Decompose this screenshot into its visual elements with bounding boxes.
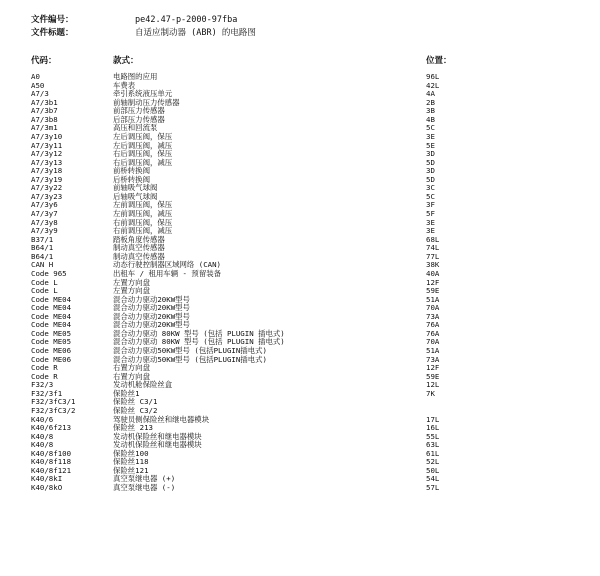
row-position: 12L: [426, 380, 440, 390]
row-position: 51A: [426, 346, 440, 355]
table-row: [0, 330, 600, 339]
table-row: [0, 73, 600, 82]
row-code: A7/3y19: [31, 174, 63, 184]
row-name: 混合动力驱动20KW型号: [113, 294, 190, 304]
row-position: 73A: [426, 354, 440, 364]
row-position: 3D: [426, 149, 435, 159]
row-name: 混合动力驱动20KW型号: [113, 311, 190, 321]
header-code: 代码：: [31, 56, 57, 66]
table-row: [0, 219, 600, 228]
row-position: 52L: [426, 457, 440, 467]
row-code: K40/6f213: [31, 423, 72, 433]
row-position: 3D: [426, 166, 435, 176]
row-code: A7/3y13: [31, 157, 63, 167]
row-code: Code L: [31, 286, 58, 296]
row-name: 右后调压阀，保压: [113, 149, 173, 159]
row-position: 74L: [426, 243, 440, 253]
row-code: K40/8f118: [31, 457, 72, 467]
row-position: 3C: [426, 183, 435, 193]
row-name: 高压和回流泵: [113, 123, 158, 133]
row-position: 5F: [426, 209, 435, 218]
row-position: 3E: [426, 217, 435, 227]
row-name: 前部压力传感器: [113, 106, 165, 116]
table-row: [0, 159, 600, 168]
table-row: [0, 458, 600, 467]
table-row: [0, 236, 600, 245]
row-code: A7/3y18: [31, 166, 63, 176]
row-code: F32/3: [31, 380, 54, 390]
row-code: K40/8: [31, 431, 54, 441]
row-code: K40/6: [31, 414, 54, 424]
row-code: K40/8f100: [31, 448, 72, 458]
table-row: [0, 124, 600, 133]
table-row: [0, 296, 600, 305]
row-name: 右置方向盘: [113, 363, 150, 373]
table-row: [0, 167, 600, 176]
table-row: [0, 227, 600, 236]
row-position: 59E: [426, 371, 440, 381]
row-code: A7/3y7: [31, 209, 58, 218]
table-row: [0, 116, 600, 125]
row-code: F32/3f1: [31, 388, 63, 398]
table-header: [0, 54, 600, 66]
row-position: 3E: [426, 226, 435, 236]
row-name: 混合动力驱动20KW型号: [113, 303, 190, 313]
row-position: 12F: [426, 277, 440, 287]
row-name: 保险丝 C3/2: [113, 405, 158, 415]
table-row: [0, 253, 600, 262]
row-position: 2B: [426, 97, 435, 107]
row-name: 保险丝118: [113, 457, 149, 467]
row-code: Code R: [31, 363, 58, 373]
table-row: [0, 176, 600, 185]
row-name: 发动机舱保险丝盒: [113, 380, 173, 390]
row-position: 5D: [426, 157, 435, 167]
table-row: [0, 373, 600, 382]
row-position: 77L: [426, 251, 440, 261]
row-name: 混合动力驱动 80KW 型号 (包括 PLUGIN 插电式): [113, 337, 285, 347]
table-row: [0, 338, 600, 347]
row-name: 混合动力驱动 80KW 型号 (包括 PLUGIN 插电式): [113, 328, 285, 338]
row-code: A7/3y23: [31, 191, 63, 201]
table-row: [0, 99, 600, 108]
row-name: 混合动力驱动50KW型号 (包括PLUGIN插电式): [113, 346, 267, 355]
row-name: 真空泵继电器 (+): [113, 474, 176, 484]
row-code: K40/8: [31, 440, 54, 450]
row-name: 前桥转换阀: [113, 166, 150, 176]
header-name: 款式：: [113, 56, 139, 66]
row-name: 牵引系统液压单元: [113, 89, 173, 99]
table-row: [0, 450, 600, 459]
table-row: [0, 287, 600, 296]
row-name: 电路图的应用: [113, 72, 158, 81]
row-position: 57L: [426, 483, 440, 492]
row-code: Code L: [31, 277, 58, 287]
table-row: [0, 356, 600, 365]
row-position: 61L: [426, 448, 440, 458]
row-code: Code ME05: [31, 328, 72, 338]
row-name: 真空泵继电器 (-): [113, 483, 176, 492]
document-title-value: 自适应制动器 (ABR) 的电路图: [135, 28, 256, 38]
table-row: [0, 82, 600, 91]
row-position: 16L: [426, 423, 440, 433]
row-position: 3F: [426, 200, 435, 210]
table-row: [0, 424, 600, 433]
document-number-value: pe42.47-p-2000-97fba: [135, 15, 238, 25]
row-code: A7/3b1: [31, 97, 58, 107]
document-number-label: 文件编号：: [31, 15, 74, 25]
table-row: [0, 467, 600, 476]
row-position: 5C: [426, 191, 435, 201]
table-row: [0, 279, 600, 288]
row-name: 前轴制动压力传感器: [113, 97, 180, 107]
row-code: A7/3y6: [31, 200, 58, 210]
row-code: B64/1: [31, 243, 54, 253]
row-code: A7/3m1: [31, 123, 58, 133]
table-row: [0, 142, 600, 151]
row-code: K40/8f121: [31, 465, 72, 475]
row-name: 踏板角度传感器: [113, 234, 165, 244]
row-position: 68L: [426, 234, 440, 244]
row-code: A0: [31, 72, 40, 81]
row-code: A7/3b7: [31, 106, 58, 116]
row-position: 76A: [426, 328, 440, 338]
row-name: 保险丝 213: [113, 423, 153, 433]
table-row: [0, 184, 600, 193]
row-position: 63L: [426, 440, 440, 450]
document-title-label: 文件标题：: [31, 28, 74, 38]
table-row: [0, 364, 600, 373]
table-row: [0, 150, 600, 159]
table-row: [0, 193, 600, 202]
row-position: 73A: [426, 311, 440, 321]
row-position: 5E: [426, 140, 435, 150]
row-code: B64/1: [31, 251, 54, 261]
row-code: A7/3y8: [31, 217, 58, 227]
row-name: 发动机保险丝和继电器模块: [113, 431, 202, 441]
table-row: [0, 484, 600, 493]
row-position: 12F: [426, 363, 440, 373]
row-position: 55L: [426, 431, 440, 441]
row-position: 5D: [426, 174, 435, 184]
table-row: [0, 475, 600, 484]
row-name: 右前调压阀，减压: [113, 226, 173, 236]
row-position: 38K: [426, 260, 440, 270]
row-name: 保险丝1: [113, 388, 140, 398]
table-row: [0, 133, 600, 142]
table-row: [0, 270, 600, 279]
row-position: 7K: [426, 388, 435, 398]
row-position: 76A: [426, 320, 440, 330]
row-position: 42L: [426, 80, 440, 90]
row-position: 5C: [426, 123, 435, 133]
row-position: 70A: [426, 337, 440, 347]
header-position: 位置：: [426, 56, 452, 66]
row-code: Code ME04: [31, 320, 72, 330]
table-row: [0, 441, 600, 450]
row-position: 4B: [426, 114, 435, 124]
row-name: 左后调压阀，减压: [113, 140, 173, 150]
row-code: Code ME06: [31, 354, 72, 364]
row-name: 左置方向盘: [113, 277, 150, 287]
row-code: CAN H: [31, 260, 54, 270]
table-row: [0, 347, 600, 356]
row-name: 发动机保险丝和继电器模块: [113, 440, 202, 450]
row-code: K40/8kO: [31, 483, 63, 492]
row-name: 右后调压阀，减压: [113, 157, 173, 167]
table-row: [0, 390, 600, 399]
row-name: 保险丝121: [113, 465, 149, 475]
row-code: A7/3y9: [31, 226, 58, 236]
row-code: Code ME05: [31, 337, 72, 347]
row-code: A50: [31, 80, 45, 90]
row-name: 左后调压阀，保压: [113, 131, 173, 141]
table-row: [0, 304, 600, 313]
row-position: 59E: [426, 286, 440, 296]
row-position: 3E: [426, 131, 435, 141]
row-code: Code R: [31, 371, 58, 381]
row-name: 左前调压阀，减压: [113, 209, 173, 218]
row-name: 车费表: [113, 80, 136, 90]
row-code: A7/3: [31, 89, 49, 99]
row-name: 后部压力传感器: [113, 114, 165, 124]
table-row: [0, 313, 600, 322]
row-name: 左置方向盘: [113, 286, 150, 296]
table-row: [0, 90, 600, 99]
row-code: K40/8kI: [31, 474, 63, 484]
row-name: 左前调压阀，保压: [113, 200, 173, 210]
row-code: A7/3y11: [31, 140, 63, 150]
row-name: 前轴吸气球阀: [113, 183, 158, 193]
row-name: 后轴吸气球阀: [113, 191, 158, 201]
row-code: B37/1: [31, 234, 54, 244]
row-name: 保险丝100: [113, 448, 149, 458]
row-position: 4A: [426, 89, 435, 99]
row-position: 51A: [426, 294, 440, 304]
table-row: [0, 381, 600, 390]
table-row: [0, 416, 600, 425]
row-name: 右前调压阀，保压: [113, 217, 173, 227]
table-row: [0, 261, 600, 270]
row-name: 混合动力驱动20KW型号: [113, 320, 190, 330]
row-name: 出租车 / 租用车辆 - 预留装备: [113, 268, 221, 278]
row-code: Code ME06: [31, 346, 72, 355]
row-position: 54L: [426, 474, 440, 484]
row-code: F32/3fC3/2: [31, 405, 76, 415]
row-code: Code 965: [31, 268, 67, 278]
table-row: [0, 407, 600, 416]
row-name: 驾驶员侧保险丝和继电器模块: [113, 414, 210, 424]
row-name: 混合动力驱动50KW型号 (包括PLUGIN插电式): [113, 354, 267, 364]
row-position: 3B: [426, 106, 435, 116]
row-position: 17L: [426, 414, 440, 424]
row-name: 动态行驶控制器区域网络 (CAN): [113, 260, 221, 270]
row-position: 70A: [426, 303, 440, 313]
table-row: [0, 433, 600, 442]
row-name: 制动真空传感器: [113, 251, 165, 261]
row-position: 40A: [426, 268, 440, 278]
table-row: [0, 210, 600, 219]
row-code: Code ME04: [31, 303, 72, 313]
row-code: A7/3b8: [31, 114, 58, 124]
table-row: [0, 244, 600, 253]
row-code: Code ME04: [31, 294, 72, 304]
row-code: Code ME04: [31, 311, 72, 321]
row-position: 50L: [426, 465, 440, 475]
table-row: [0, 321, 600, 330]
table-row: [0, 201, 600, 210]
row-name: 右置方向盘: [113, 371, 150, 381]
row-position: 96L: [426, 72, 440, 81]
table-row: [0, 398, 600, 407]
row-name: 制动真空传感器: [113, 243, 165, 253]
row-code: A7/3y10: [31, 131, 63, 141]
row-code: F32/3fC3/1: [31, 397, 76, 407]
row-code: A7/3y12: [31, 149, 63, 159]
row-code: A7/3y22: [31, 183, 63, 193]
row-name: 后桥转换阀: [113, 174, 150, 184]
table-row: [0, 107, 600, 116]
component-list: [0, 73, 600, 493]
row-name: 保险丝 C3/1: [113, 397, 158, 407]
